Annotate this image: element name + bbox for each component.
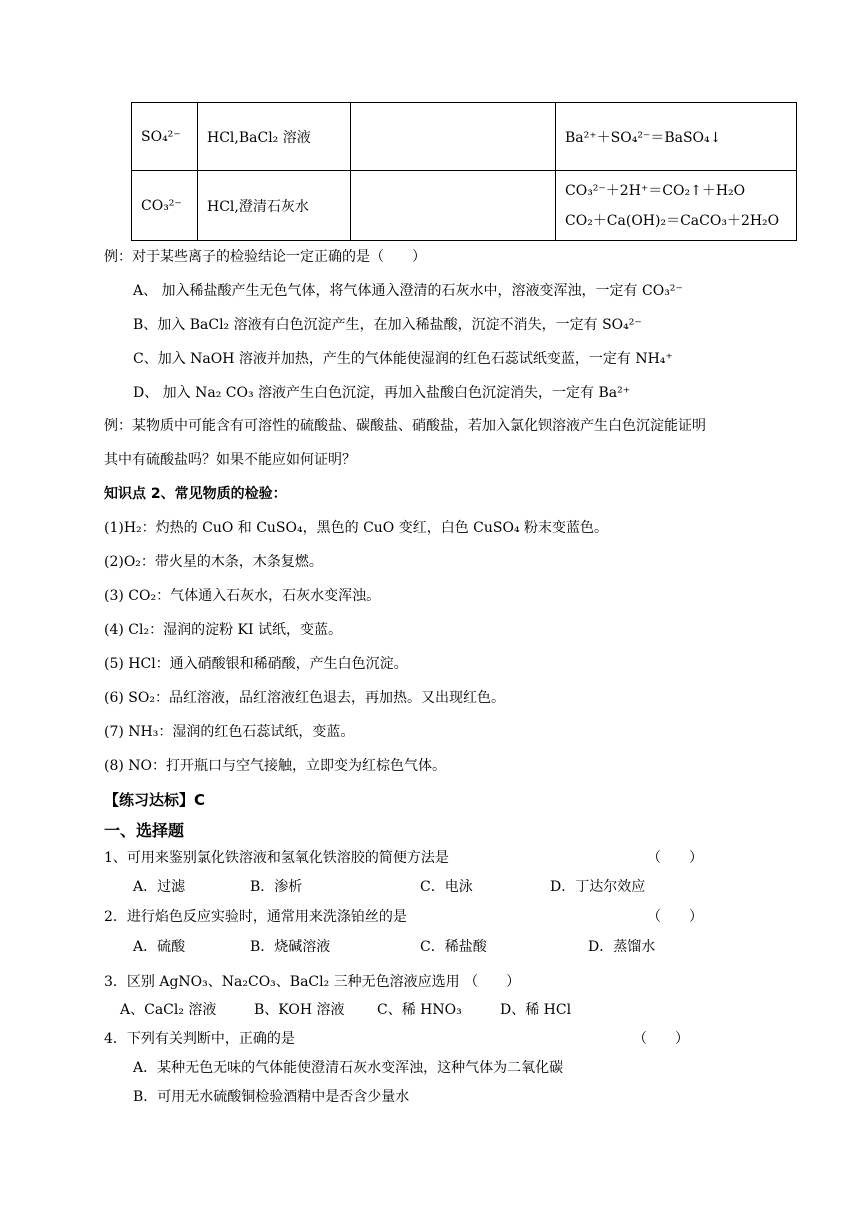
choice-option: B．渗析: [250, 879, 303, 895]
choice-option: D．丁达尔效应: [550, 879, 646, 895]
choice-option: D．蒸馏水: [588, 939, 656, 955]
example-question: 例：对于某些离子的检验结论一定正确的是（ ）: [104, 249, 426, 265]
answer-paren: （ ）: [647, 909, 703, 925]
choice-option: C、稀 HNO₃: [377, 1002, 462, 1018]
section-heading: 知识点 2、常见物质的检验：: [104, 486, 287, 502]
question-stem: 1、可用来鉴别氯化铁溶液和氢氧化铁溶胶的简便方法是: [104, 850, 449, 866]
knowledge-item: (1)H₂：灼热的 CuO 和 CuSO₄，黑色的 CuO 变红，白色 CuSO₄ 粉末变蓝色。: [104, 520, 609, 536]
choice-option: A．某种无色无味的气体能使澄清石灰水变浑浊，这种气体为二氧化碳: [133, 1060, 564, 1076]
question-stem: 3．区别 AgNO₃、Na₂CO₃、BaCl₂ 三种无色溶液应选用 （ ）: [104, 974, 521, 990]
practice-header: 【练习达标】C: [104, 791, 206, 809]
knowledge-item: (7) NH₃：湿润的红色石蕊试纸，变蓝。: [104, 724, 355, 740]
example2-line2: 其中有硫酸盐吗？如果不能应如何证明？: [104, 452, 356, 468]
ion-cell: CO₃²⁻: [132, 171, 198, 241]
question-stem: 2．进行焰色反应实验时，通常用来洗涤铂丝的是: [104, 909, 407, 925]
option-b: B、加入 BaCl₂ 溶液有白色沉淀产生，在加入稀盐酸，沉淀不消失，一定有 SO₄²⁻: [133, 317, 642, 333]
choice-option: C．稀盐酸: [420, 939, 487, 955]
table-row: [132, 171, 797, 241]
choice-option: C．电泳: [420, 879, 473, 895]
option-a: A、 加入稀盐酸产生无色气体，将气体通入澄清的石灰水中，溶液变浑浊，一定有 CO₃²⁻: [133, 283, 683, 299]
choice-option: B．可用无水硫酸铜检验酒精中是否含少量水: [133, 1089, 410, 1105]
equation-line: Ba²⁺＋SO₄²⁻＝BaSO₄↓: [565, 129, 722, 146]
answer-paren: （ ）: [647, 850, 703, 866]
choice-option: B．烧碱溶液: [250, 939, 331, 955]
knowledge-item: (2)O₂：带火星的木条，木条复燃。: [104, 554, 323, 570]
option-d: D、 加入 Na₂ CO₃ 溶液产生白色沉淀，再加入盐酸白色沉淀消失，一定有 Ba²⁺: [133, 385, 631, 401]
choice-option: A、CaCl₂ 溶液: [120, 1002, 217, 1018]
example2-line1: 例：某物质中可能含有可溶性的硫酸盐、碳酸盐、硝酸盐，若加入氯化钡溶液产生白色沉淀能证明: [104, 418, 706, 434]
choice-option: B、KOH 溶液: [254, 1002, 345, 1018]
equation-line: CO₃²⁻＋2H⁺＝CO₂↑＋H₂O: [565, 182, 746, 199]
reagent-cell: HCl,BaCl₂ 溶液: [198, 103, 351, 171]
equation-cell: [556, 171, 797, 241]
phenomenon-cell: [351, 103, 556, 171]
ion-test-table: [131, 102, 797, 241]
choice-option: D、稀 HCl: [500, 1002, 572, 1018]
answer-paren: （ ）: [633, 1031, 689, 1047]
knowledge-item: (4) Cl₂：湿润的淀粉 KI 试纸，变蓝。: [104, 622, 342, 638]
table-row: [132, 103, 797, 171]
question-stem: 4．下列有关判断中，正确的是: [104, 1031, 295, 1047]
choice-option: A．硫酸: [133, 939, 186, 955]
reagent-cell: HCl,澄清石灰水: [198, 171, 351, 241]
option-c: C、加入 NaOH 溶液并加热，产生的气体能使湿润的红色石蕊试纸变蓝，一定有 NH₄⁺: [133, 351, 673, 367]
equation-cell: [556, 103, 797, 171]
choice-option: A．过滤: [133, 879, 186, 895]
knowledge-item: (3) CO₂：气体通入石灰水，石灰水变浑浊。: [104, 588, 381, 604]
section-title: 一、选择题: [104, 821, 185, 840]
ion-cell: SO₄²⁻: [132, 103, 198, 171]
phenomenon-cell: [351, 171, 556, 241]
knowledge-item: (8) NO：打开瓶口与空气接触，立即变为红棕色气体。: [104, 758, 447, 774]
knowledge-item: (5) HCl：通入硝酸银和稀硝酸，产生白色沉淀。: [104, 656, 408, 672]
knowledge-item: (6) SO₂：品红溶液，品红溶液红色退去，再加热。又出现红色。: [104, 690, 505, 706]
equation-line: CO₂＋Ca(OH)₂＝CaCO₃＋2H₂O: [565, 212, 780, 229]
